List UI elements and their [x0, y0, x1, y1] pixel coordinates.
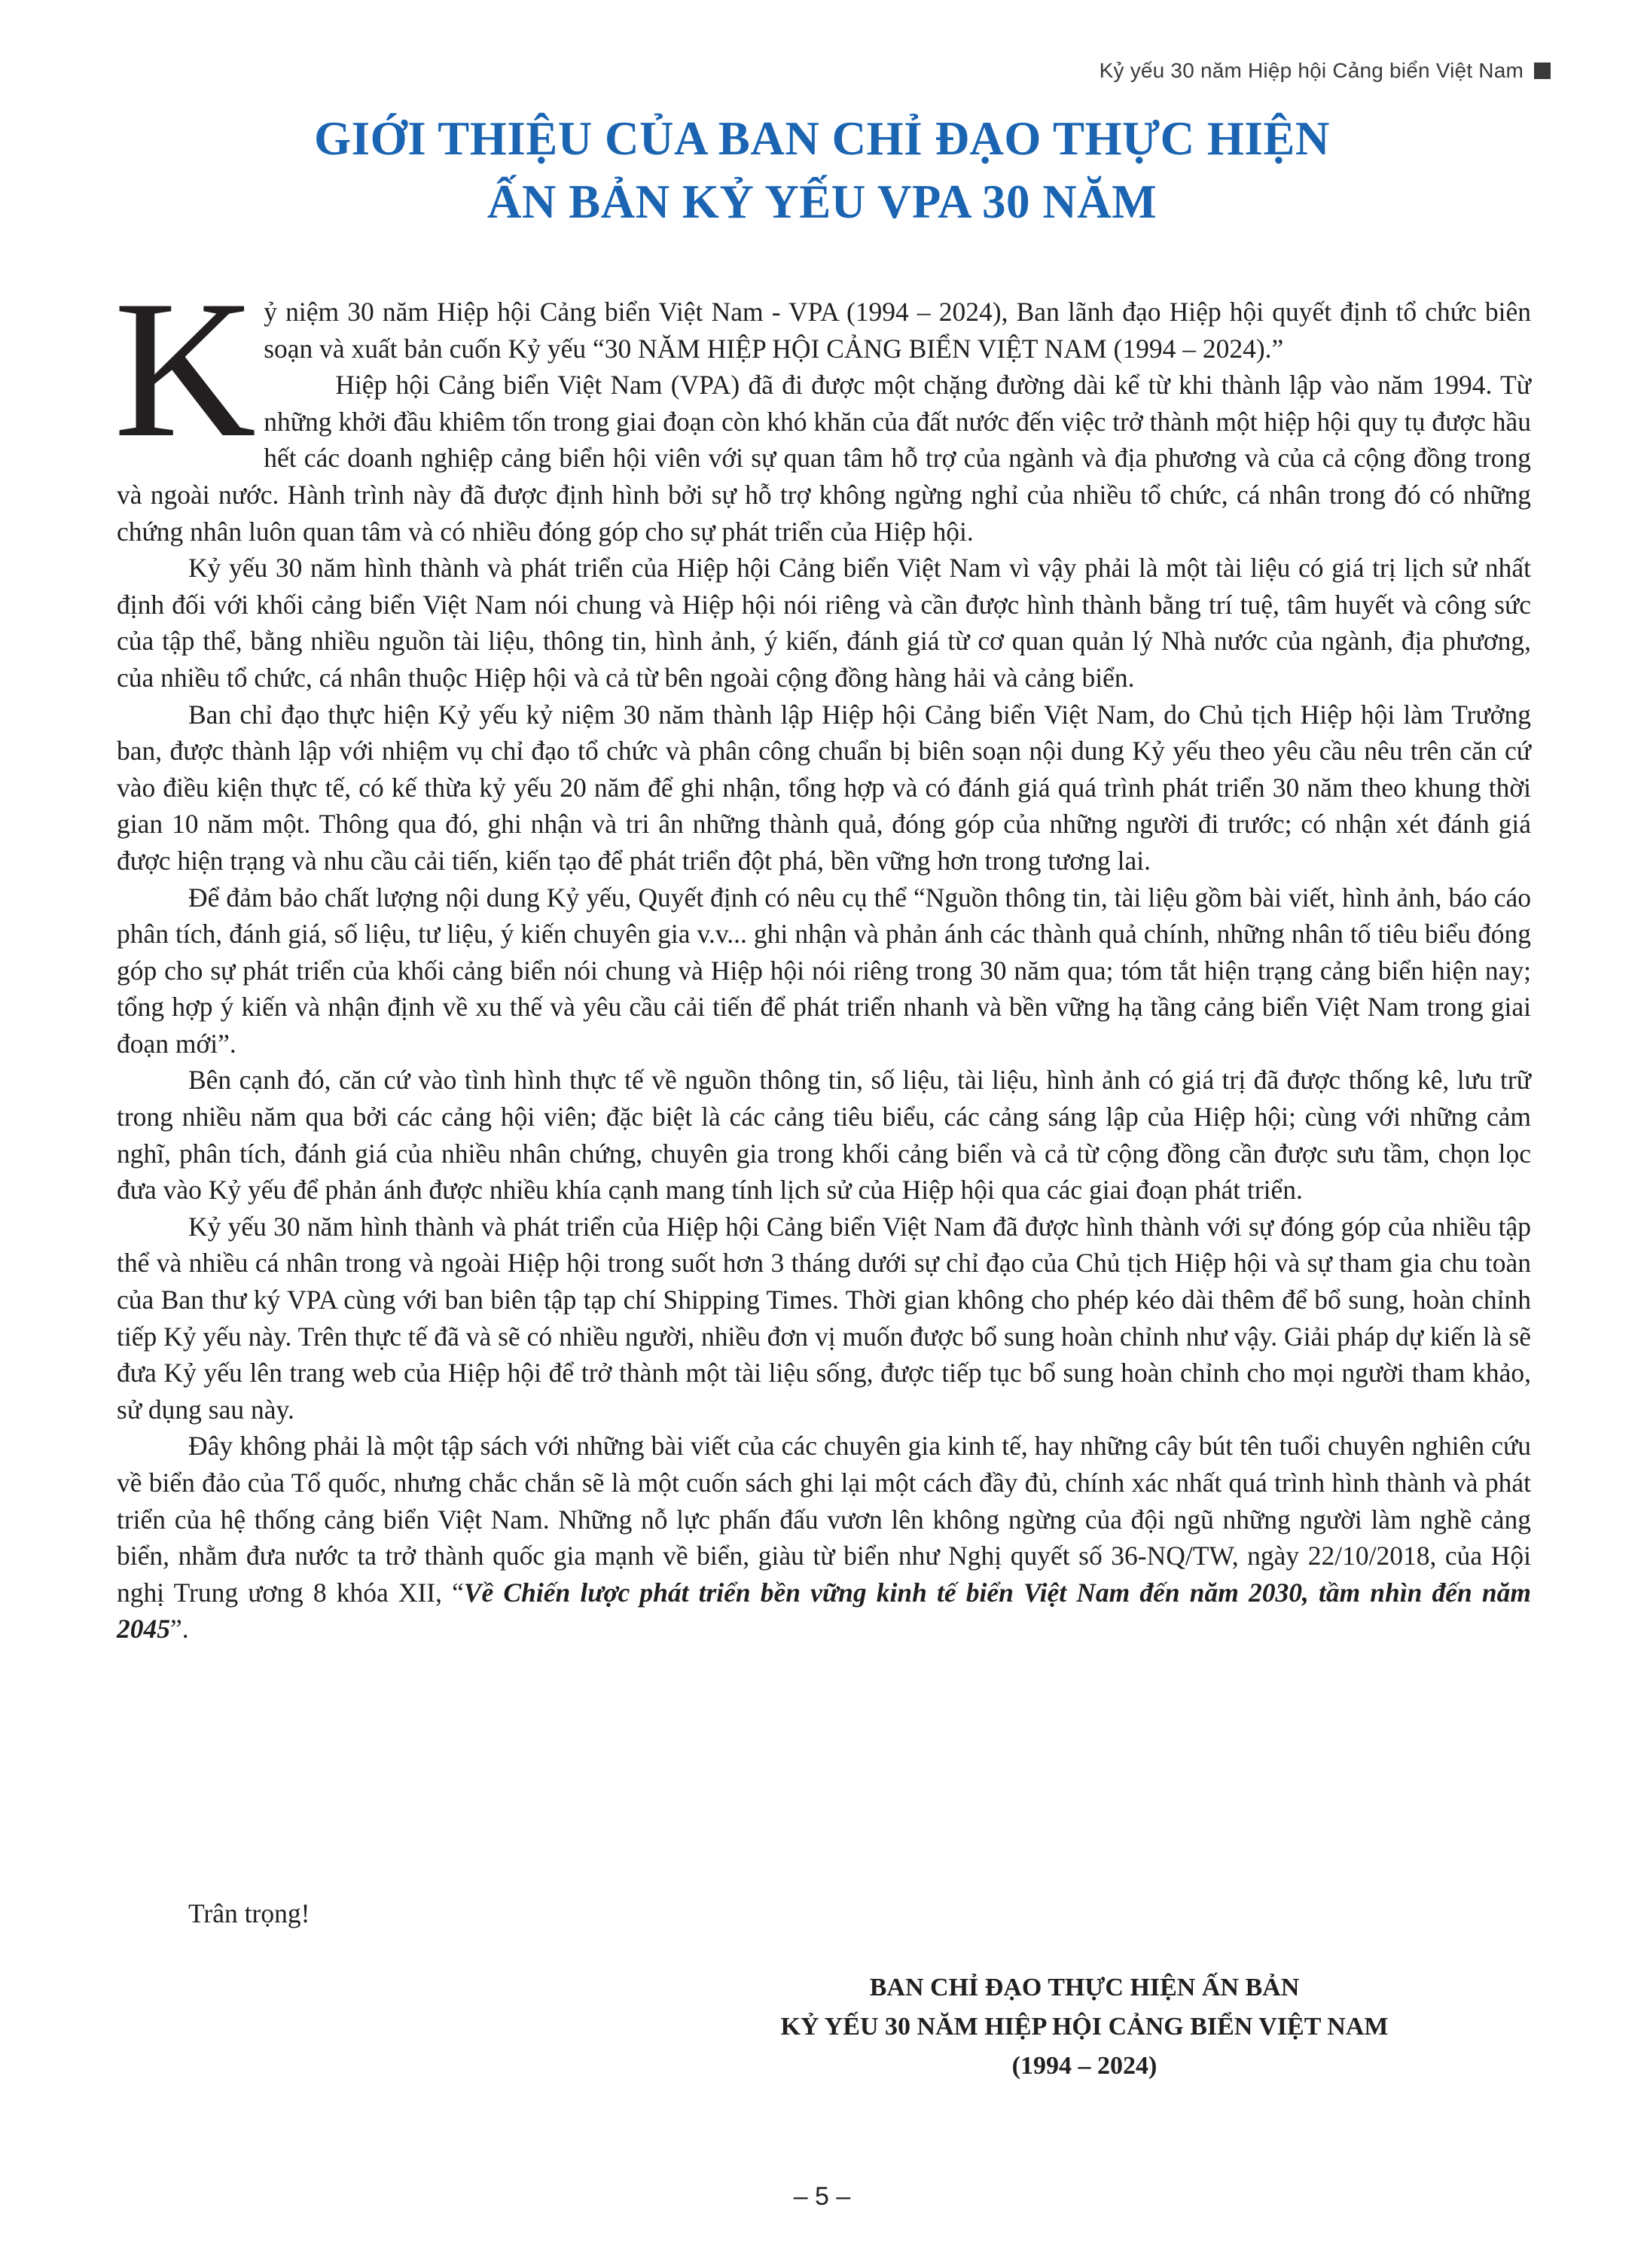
paragraph-6: Bên cạnh đó, căn cứ vào tình hình thực tế về nguồn thông tin, số liệu, tài liệu, hình ảnh có giá trị đã được thống kê, lưu trữ trong nhiều năm qua bởi các cảng hội viên; đặc biệt là các cảng tiêu biểu, các cảng sáng lập của Hiệp hội; cùng với những cảm nghĩ, phân tích, đánh giá của nhiều nhân chứng, chuyên gia trong khối cảng biển và cả từ cộng đồng cần được sưu tầm, chọn lọc đưa vào Kỷ yếu để phản ánh được nhiều khía cạnh mang tính lịch sử của Hiệp hội qua các giai đoạn phát triển. [117, 1065, 1531, 1206]
page-title-line-2: ẤN BẢN KỶ YẾU VPA 30 NĂM [486, 175, 1158, 228]
paragraph-3: Kỷ yếu 30 năm hình thành và phát triển của Hiệp hội Cảng biển Việt Nam vì vậy phải là một tài liệu có giá trị lịch sử nhất định đối với khối cảng biển Việt Nam nói chung và Hiệp hội nói riêng và cần được hình thành bằng trí tuệ, tâm huyết và công sức của tập thể, bằng nhiều nguồn tài liệu, thông tin, hình ảnh, ý kiến, đánh giá từ cơ quan quản lý Nhà nước của ngành, địa phương, của nhiều tổ chức, cá nhân thuộc Hiệp hội và cả từ bên ngoài cộng đồng hàng hải và cảng biển. [117, 553, 1531, 693]
paragraph-2: Hiệp hội Cảng biển Việt Nam (VPA) đã đi được một chặng đường dài kể từ khi thành lập vào năm 1994. Từ những khởi đầu khiêm tốn trong giai đoạn còn khó khăn của đất nước đến việc trở thành một hiệp hội quy tụ được hầu hết các doanh nghiệp cảng biển hội viên với sự quan tâm hỗ trợ của ngành và địa phương và của cả cộng đồng trong và ngoài nước. Hành trình này đã được định hình bởi sự hỗ trợ không ngừng nghỉ của nhiều tổ chức, cá nhân trong đó có những chứng nhân luôn quan tâm và có nhiều đóng góp cho sự phát triển của Hiệp hội. [117, 370, 1531, 547]
signature-line-1: BAN CHỈ ĐẠO THỰC HIỆN ẤN BẢN [869, 1974, 1300, 2001]
paragraph-1-text: ỷ niệm 30 năm Hiệp hội Cảng biển Việt Nam - VPA (1994 – 2024), Ban lãnh đạo Hiệp hội quyết định tổ chức biên soạn và xuất bản cuốn Kỷ yếu “30 NĂM HIỆP HỘI CẢNG BIỂN VIỆT NAM (1994 – 2024).” [264, 297, 1531, 364]
page-number: – 5 – [793, 2182, 851, 2211]
page-title [0, 107, 1644, 233]
closing-greeting: Trân trọng! [188, 1898, 310, 1928]
page-title-line-1: GIỚI THIỆU CỦA BAN CHỈ ĐẠO THỰC HIỆN [314, 112, 1330, 165]
square-marker-icon [1534, 62, 1551, 79]
paragraph-4: Ban chỉ đạo thực hiện Kỷ yếu kỷ niệm 30 năm thành lập Hiệp hội Cảng biển Việt Nam, do Chủ tịch Hiệp hội làm Trưởng ban, được thành lập với nhiệm vụ chỉ đạo tổ chức và phân công chuẩn bị biên soạn nội dung Kỷ yếu theo yêu cầu nêu trên căn cứ vào điều kiện thực tế, có kế thừa kỷ yếu 20 năm để ghi nhận, tổng hợp và có đánh giá quá trình phát triển 30 năm theo khung thời gian 10 năm một. Thông qua đó, ghi nhận và tri ân những thành quả, đóng góp của những người đi trước; có nhận xét đánh giá được hiện trạng và nhu cầu cải tiến, kiến tạo để phát triển đột phá, bền vững hơn trong tương lai. [117, 699, 1531, 876]
signature-block [727, 1968, 1442, 2086]
running-header [1100, 59, 1551, 83]
signature-line-2: KỶ YẾU 30 NĂM HIỆP HỘI CẢNG BIỂN VIỆT NAM [780, 2013, 1389, 2041]
paragraph-7: Kỷ yếu 30 năm hình thành và phát triển của Hiệp hội Cảng biển Việt Nam đã được hình thành với sự đóng góp của nhiều tập thể và nhiều cá nhân trong và ngoài Hiệp hội trong suốt hơn 3 tháng dưới sự chỉ đạo của Chủ tịch Hiệp hội và sự tham gia chu toàn của Ban thư ký VPA cùng với ban biên tập tạp chí Shipping Times. Thời gian không cho phép kéo dài thêm để bổ sung, hoàn chỉnh tiếp Kỷ yếu này. Trên thực tế đã và sẽ có nhiều người, nhiều đơn vị muốn được bổ sung hoàn chỉnh như vậy. Giải pháp dự kiến là sẽ đưa Kỷ yếu lên trang web của Hiệp hội để trở thành một tài liệu sống, được tiếp tục bổ sung hoàn chỉnh cho mọi người tham khảo, sử dụng sau này. [117, 1211, 1531, 1425]
drop-cap: K [114, 260, 257, 478]
paragraph-8-emphasis: Về Chiến lược phát triển bền vững kinh tế biển Việt Nam đến năm 2030, tầm nhìn đến năm 2045 [117, 1577, 1531, 1645]
paragraph-8-end: ”. [170, 1614, 189, 1645]
paragraph-8 [117, 1428, 1531, 1648]
paragraph-8-text: Đây không phải là một tập sách với những bài viết của các chuyên gia kinh tế, hay những cây bút tên tuổi chuyên nghiên cứu về biển đảo của Tổ quốc, nhưng chắc chắn sẽ là một cuốn sách ghi lại một cách đầy đủ, chính xác nhất quá trình hình thành và phát triển của hệ thống cảng biển Việt Nam. Những nỗ lực phấn đấu vươn lên không ngừng của đội ngũ những người làm nghề cảng biển, nhằm đưa nước ta trở thành quốc gia mạnh về biển, giàu từ biển như Nghị quyết số 36-NQ/TW, ngày 22/10/2018, của Hội nghị Trung ương 8 khóa XII, “ [117, 1431, 1531, 1608]
paragraph-5: Để đảm bảo chất lượng nội dung Kỷ yếu, Quyết định có nêu cụ thể “Nguồn thông tin, tài liệu gồm bài viết, hình ảnh, báo cáo phân tích, đánh giá, số liệu, tư liệu, ý kiến chuyên gia v.v... ghi nhận và phản ánh các thành quả chính, những nhân tố tiêu biểu đóng góp cho sự phát triển của khối cảng biển nói chung và Hiệp hội nói riêng trong 30 năm qua; tóm tắt hiện trạng cảng biển hiện nay; tổng hợp ý kiến và nhận định về xu thế và yêu cầu cải tiến để phát triển nhanh và bền vững hạ tầng cảng biển Việt Nam trong giai đoạn mới”. [117, 882, 1531, 1059]
running-header-title: Kỷ yếu 30 năm Hiệp hội Cảng biển Việt Nam [1099, 59, 1524, 82]
signature-line-3: (1994 – 2024) [1011, 2052, 1158, 2080]
article-body [114, 260, 1531, 1648]
